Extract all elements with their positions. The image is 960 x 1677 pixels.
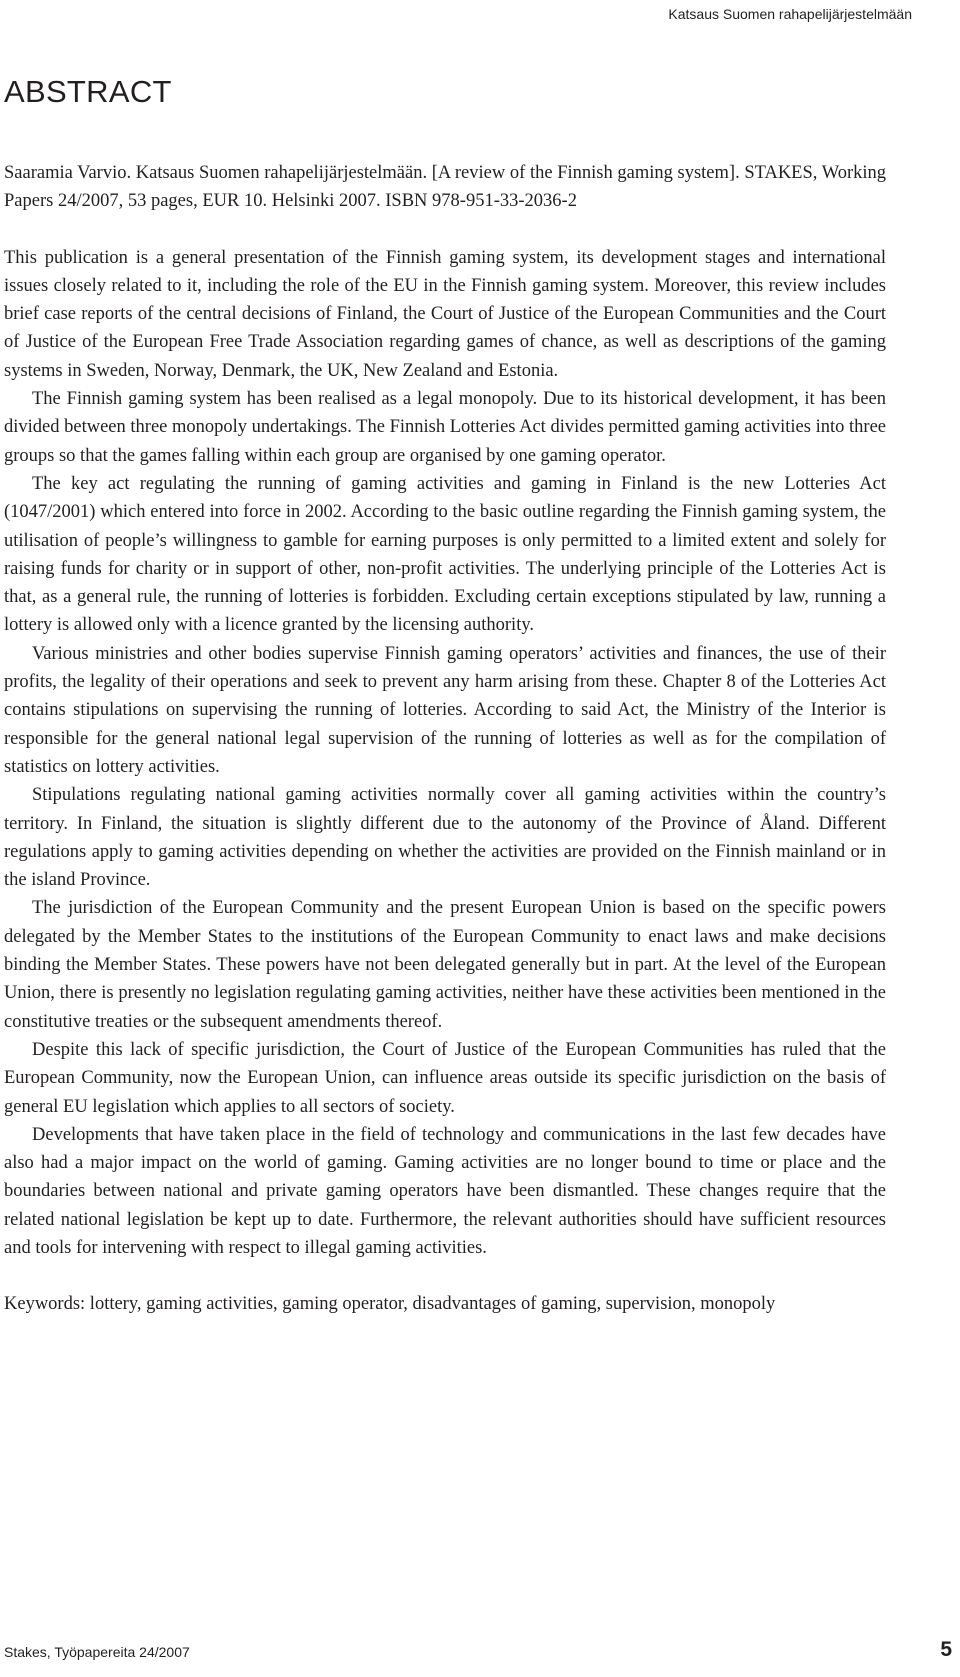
paragraph-6: The jurisdiction of the European Community and the present European Union is based on the specific powers delegated by the Member States to the institutions of the European Community to enact laws and make decisions binding the Member States. These powers have not been delegated generally but in part. At the level of the European Union, there is presently no legislation regulating gaming activities, neither have these activities been mentioned in the constitutive treaties or the subsequent amendments thereof.	[4, 898, 886, 1032]
keywords: Keywords: lottery, gaming activities, gaming operator, disadvantages of gaming, supervision, monopoly	[4, 1294, 776, 1315]
citation: Saaramia Varvio. Katsaus Suomen rahapelijärjestelmään. [A review of the Finnish gaming system]. STAKES, Working Papers 24/2007, 53 pages, EUR 10. Helsinki 2007. ISBN 978-951-33-2036-2	[4, 163, 886, 212]
page-number: 5	[940, 1638, 952, 1661]
paragraph-1: This publication is a general presentation of the Finnish gaming system, its development stages and international issues closely related to it, including the role of the EU in the Finnish gaming system. Moreover, this review includes brief case reports of the central decisions of Finland, the Court of Justice of the European Communities and the Court of Justice of the European Free Trade Association regarding games of chance, as well as descriptions of the gaming systems in Sweden, Norway, Denmark, the UK, New Zealand and Estonia.	[4, 247, 886, 381]
abstract-body	[4, 159, 886, 1319]
paragraph-3: The key act regulating the running of gaming activities and gaming in Finland is the new Lotteries Act (1047/2001) which entered into force in 2002. According to the basic outline regarding the Finnish gaming system, the utilisation of people’s willingness to gamble for earning purposes is only permitted to a limited extent and solely for raising funds for charity or in support of other, non-profit activities. The underlying principle of the Lotteries Act is that, as a general rule, the running of lotteries is forbidden. Excluding certain exceptions stipulated by law, running a lottery is allowed only with a licence granted by the licensing authority.	[4, 473, 886, 636]
paragraph-5: Stipulations regulating national gaming activities normally cover all gaming activities within the country’s territory. In Finland, the situation is slightly different due to the autonomy of the Province of Åland. Different regulations apply to gaming activities depending on whether the activities are provided on the Finnish mainland or in the island Province.	[4, 785, 886, 891]
paragraph-4: Various ministries and other bodies supervise Finnish gaming operators’ activities and finances, the use of their profits, the legality of their operations and seek to prevent any harm arising from these. Chapter 8 of the Lotteries Act contains stipulations on supervising the running of lotteries. According to said Act, the Ministry of the Interior is responsible for the general national legal supervision of the running of lotteries as well as for the compilation of statistics on lottery activities.	[4, 643, 886, 777]
section-title: ABSTRACT	[4, 74, 172, 109]
footer-publication: Stakes, Työpapereita 24/2007	[4, 1644, 190, 1660]
paragraph-2: The Finnish gaming system has been realised as a legal monopoly. Due to its historical development, it has been divided between three monopoly undertakings. The Finnish Lotteries Act divides permitted gaming activities into three groups so that the games falling within each group are organised by one gaming operator.	[4, 389, 886, 466]
paragraph-8: Developments that have taken place in the field of technology and communications in the last few decades have also had a major impact on the world of gaming. Gaming activities are no longer bound to time or place and the boundaries between national and private gaming operators have been dismantled. These changes require that the related national legislation be kept up to date. Furthermore, the relevant authorities should have sufficient resources and tools for intervening with respect to illegal gaming activities.	[4, 1124, 886, 1258]
running-header: Katsaus Suomen rahapelijärjestelmään	[668, 6, 912, 22]
paragraph-7: Despite this lack of specific jurisdiction, the Court of Justice of the European Communities has ruled that the European Community, now the European Union, can influence areas outside its specific jurisdiction on the basis of general EU legislation which applies to all sectors of society.	[4, 1039, 886, 1117]
